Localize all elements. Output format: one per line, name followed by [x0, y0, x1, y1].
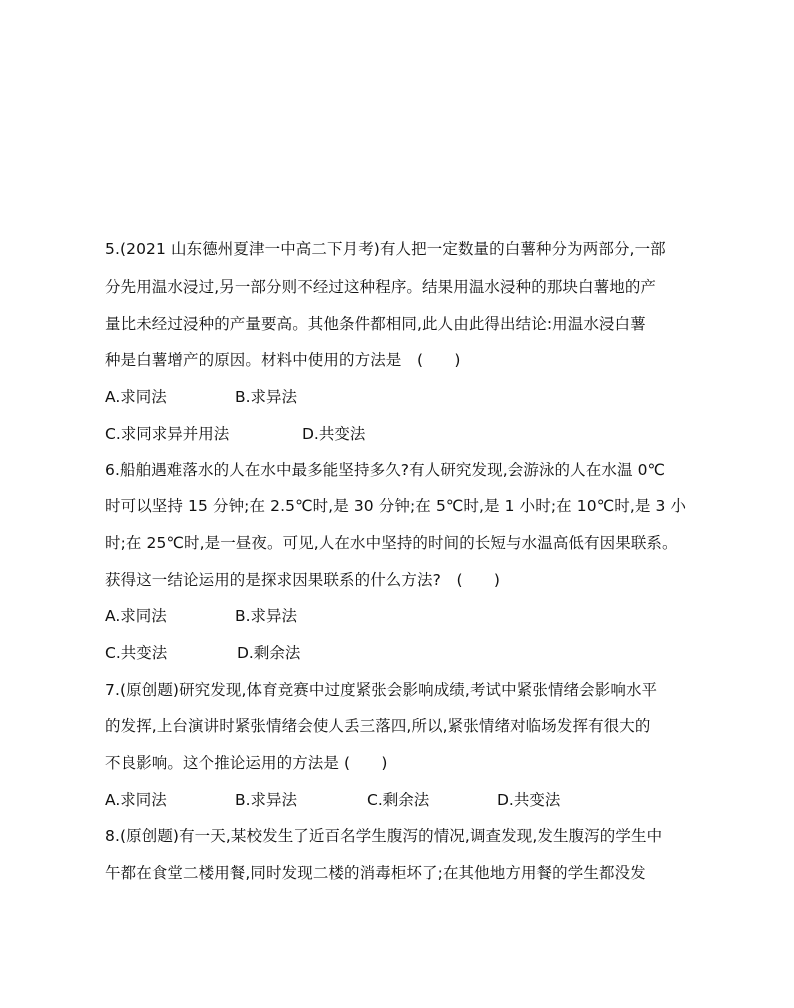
question-8-line-1: 8.(原创题)有一天,某校发生了近百名学生腹泻的情况,调查发现,发生腹泻的学生中 — [105, 827, 663, 845]
question-6-line-2: 时可以坚持 15 分钟;在 2.5℃时,是 30 分钟;在 5℃时,是 1 小时;在 10℃时,是 3 小 — [105, 497, 687, 515]
question-5-option-d: D.共变法 — [302, 425, 366, 443]
question-7-line-1: 7.(原创题)研究发现,体育竞赛中过度紧张会影响成绩,考试中紧张情绪会影响水平 — [105, 681, 658, 699]
question-6-option-a: A.求同法 — [105, 607, 167, 625]
question-7-option-d: D.共变法 — [497, 791, 561, 809]
question-6-option-d: D.剩余法 — [237, 644, 301, 662]
question-7-option-b: B.求异法 — [235, 791, 298, 809]
question-5-line-4: 种是白薯增产的原因。材料中使用的方法是 ( ) — [105, 351, 461, 369]
question-5-line-3: 量比未经过浸种的产量要高。其他条件都相同,此人由此得出结论:用温水浸白薯 — [105, 315, 646, 333]
question-6-option-b: B.求异法 — [235, 607, 298, 625]
question-5-option-c: C.求同求异并用法 — [105, 425, 230, 443]
question-5-option-a: A.求同法 — [105, 388, 167, 406]
question-7-line-3: 不良影响。这个推论运用的方法是 ( ) — [105, 754, 388, 772]
question-7-option-a: A.求同法 — [105, 791, 167, 809]
question-7-option-c: C.剩余法 — [367, 791, 430, 809]
question-5-option-b: B.求异法 — [235, 388, 298, 406]
question-5-line-1: 5.(2021 山东德州夏津一中高二下月考)有人把一定数量的白薯种分为两部分,一部 — [105, 240, 666, 258]
question-6-line-1: 6.船舶遇难落水的人在水中最多能坚持多久?有人研究发现,会游泳的人在水温 0℃ — [105, 461, 666, 479]
question-6-line-4: 获得这一结论运用的是探求因果联系的什么方法? ( ) — [105, 571, 501, 589]
question-5-line-2: 分先用温水浸过,另一部分则不经过这种程序。结果用温水浸种的那块白薯地的产 — [105, 278, 657, 296]
question-6-option-c: C.共变法 — [105, 644, 168, 662]
question-8-line-2: 午都在食堂二楼用餐,同时发现二楼的消毒柜坏了;在其他地方用餐的学生都没发 — [105, 864, 646, 882]
question-6-line-3: 时;在 25℃时,是一昼夜。可见,人在水中坚持的时间的长短与水温高低有因果联系。 — [105, 534, 678, 552]
question-7-line-2: 的发挥,上台演讲时紧张情绪会使人丢三落四,所以,紧张情绪对临场发挥有很大的 — [105, 717, 651, 735]
